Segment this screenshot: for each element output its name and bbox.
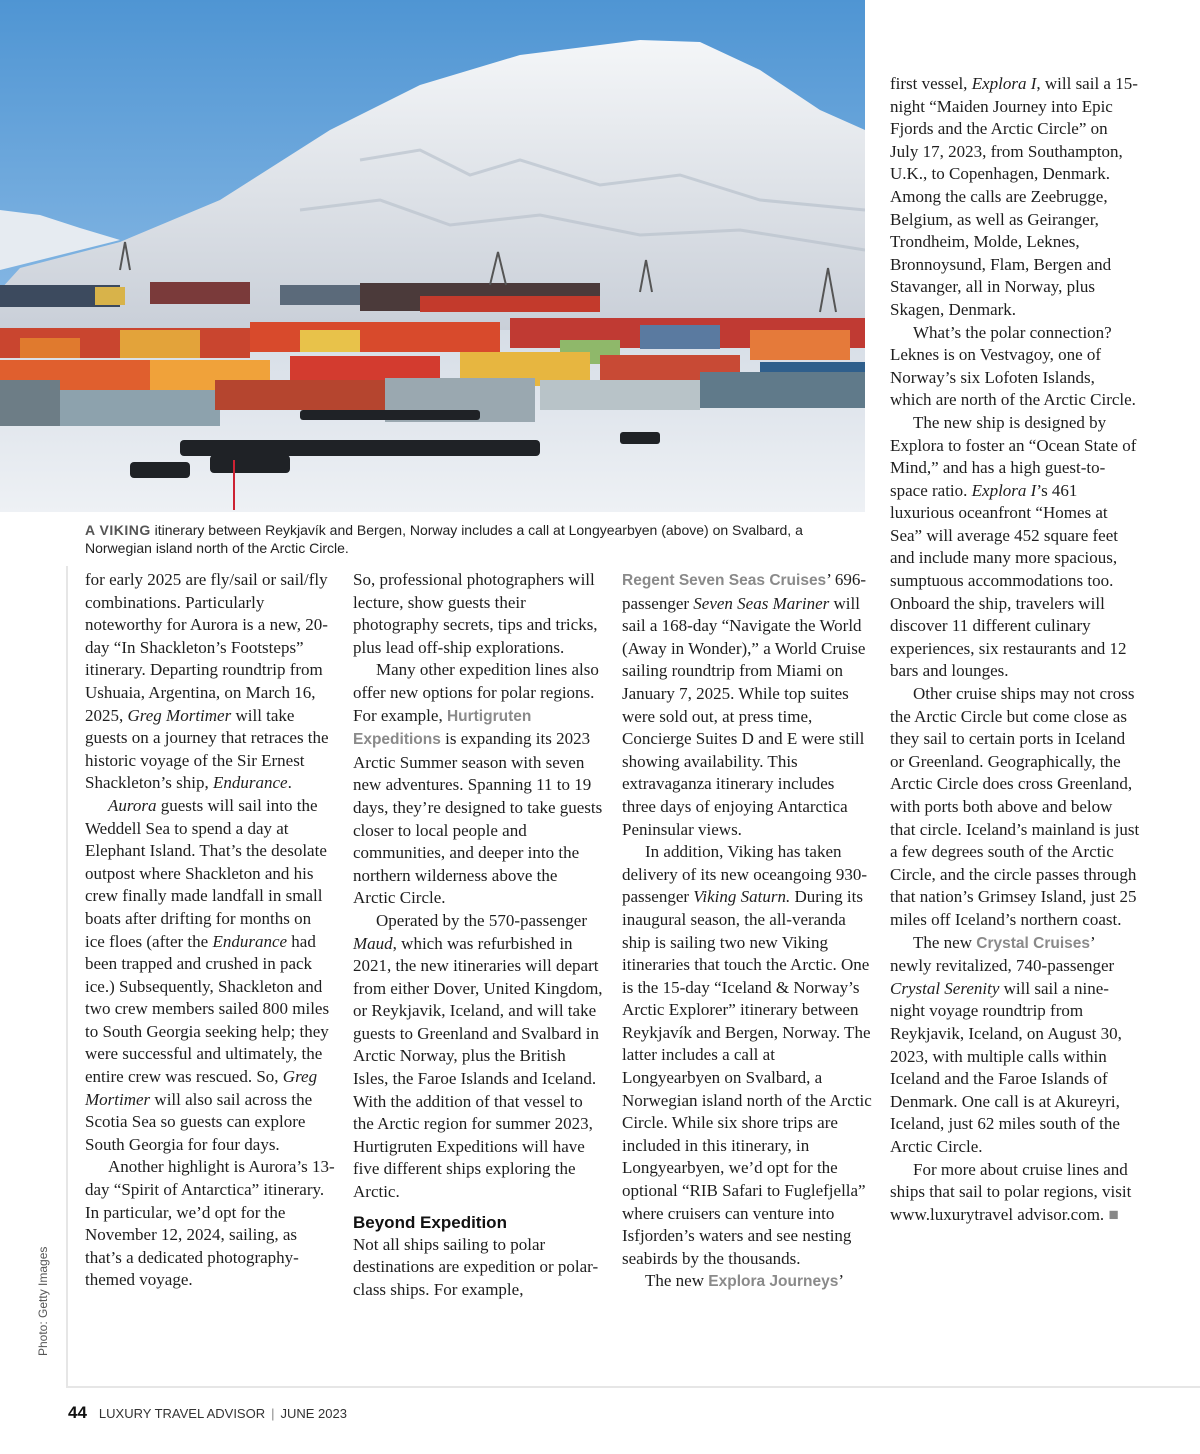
- article-column-4: [890, 73, 1140, 1226]
- paragraph: for early 2025 are fly/sail or sail/fly combinations. Particularly noteworthy for Aurora is a new, 20-day “In Shackleton’s Footsteps” itinerary. Departing roundtrip from Ushuaia, Argentina, on March 16, 2025, Greg Mortimer will take guests on a journey that retraces the historic voyage of the Sir Ernest Shackleton’s ship, Endurance.: [85, 570, 329, 793]
- paragraph: Operated by the 570-passenger Maud, which was refurbished in 2021, the new itineraries will depart from either Dover, United Kingdom, or Reykjavik, Iceland, and will take guests to Greenland and Svalbard in Arctic Norway, plus the British Isles, the Faroe Islands and Iceland. With the addition of that vessel to the Arctic region for summer 2023, Hurtigruten Expeditions will have five different ships exploring the Arctic.: [353, 910, 603, 1202]
- left-column-rule: [66, 566, 68, 1386]
- paragraph: The new Explora Journeys’: [645, 1271, 845, 1291]
- page-footer: [68, 1403, 347, 1423]
- company-name: Crystal Cruises: [976, 934, 1090, 952]
- paragraph: Other cruise ships may not cross the Arctic Circle but come close as they sail to certain ports in Iceland or Greenland. Geographically, the Arctic Circle does cross Greenland, with ports both above and below that circle. Iceland’s mainland is just a few degrees south of the Arctic Circle, and the circle passes through that nation’s Grimsey Island, just 25 miles off Iceland’s northern coast.: [890, 684, 1140, 929]
- paragraph: Aurora guests will sail into the Weddell Sea to spend a day at Elephant Island. That’s the desolate outpost where Shackleton and his crew finally made landfall in small boats after drifting for months on ice floes (after the Endurance had been trapped and crushed in pack ice.) Subsequently, Shackleton and two crew members sailed 800 miles to South Georgia seeking help; they were successful and ultimately, the entire crew was rescued. So, Greg Mortimer will also sail across the Scotia Sea so guests can explore South Georgia for four days.: [85, 795, 330, 1154]
- end-mark-icon: ■: [1108, 1204, 1119, 1224]
- longyearbyen-svalbard-photo: [0, 0, 865, 512]
- paragraph: For more about cruise lines and ships that sail to polar regions, visit www.luxurytravel advisor.com. ■: [890, 1159, 1132, 1224]
- footer-rule: [66, 1386, 1200, 1388]
- paragraph: What’s the polar connection? Leknes is on Vestvagoy, one of Norway’s six Lofoten Islands, which are north of the Arctic Circle.: [890, 322, 1136, 410]
- magazine-name: LUXURY TRAVEL ADVISOR: [98, 1406, 266, 1421]
- company-name: Hurtigruten Expeditions: [353, 707, 532, 749]
- issue-date: JUNE 2023: [280, 1406, 347, 1421]
- paragraph: Another highlight is Aurora’s 13-day “Spirit of Antarctica” itinerary. In particular, we’d opt for the November 12, 2024, sailing, as that’s a dedicated photography-themed voyage.: [85, 1157, 335, 1290]
- paragraph: first vessel, Explora I, will sail a 15-night “Maiden Journey into Epic Fjords and the Arctic Circle” on July 17, 2023, from Southampton, U.K., to Copenhagen, Denmark. Among the calls are Zeebrugge, Belgium, as well as Geiranger, Trondheim, Molde, Leknes, Bronnoysund, Flam, Bergen and Stavanger, all in Norway, plus Skagen, Denmark.: [890, 74, 1138, 319]
- paragraph: Not all ships sailing to polar destinations are expedition or polar-class ships. For example,: [353, 1234, 599, 1299]
- section-heading: Beyond Expedition: [353, 1212, 507, 1232]
- paragraph: The new Crystal Cruises’ newly revitalized, 740-passenger Crystal Serenity will sail a nine-night voyage roundtrip from Reykjavik, Iceland, on August 30, 2023, with multiple calls within Iceland and the Faroe Islands of Denmark. One call is at Akureyri, Iceland, just 62 miles south of the Arctic Circle.: [890, 932, 1122, 1156]
- article-column-1: [85, 569, 335, 1292]
- photo-caption: [85, 521, 845, 557]
- company-name: Explora Journeys: [708, 1273, 839, 1291]
- page-number: 44: [68, 1403, 87, 1422]
- footer-separator: |: [271, 1406, 275, 1421]
- article-column-2: [353, 569, 603, 1301]
- photo-credit: [32, 1236, 52, 1356]
- caption-lead: A VIKING: [85, 522, 151, 538]
- paragraph: Many other expedition lines also offer new options for polar regions. For example, Hurtigruten Expeditions is expanding its 2023 Arctic Summer season with seven new adventures. Spanning 11 to 19 days, they’re designed to take guests closer to local people and communities, and deeper into the northern wilderness above the Arctic Circle.: [353, 660, 603, 908]
- company-name: Regent Seven Seas Cruises: [622, 572, 827, 589]
- paragraph: In addition, Viking has taken delivery of its new oceangoing 930-passenger Viking Saturn. During its inaugural season, the all-veranda ship is sailing two new Viking itineraries that touch the Arctic. One is the 15-day “Iceland & Norway’s Arctic Explorer” itinerary between Reykjavík and Bergen, Norway. The latter includes a call at Longyearbyen on Svalbard, a Norwegian island north of the Arctic Circle. While six shore trips are included in this itinerary, in Longyearbyen, we’d opt for the optional “RIB Safari to Fuglefjella” where cruisers can venture into Isfjorden’s waters and see nesting seabirds by the thousands.: [622, 842, 872, 1268]
- paragraph: The new ship is designed by Explora to foster an “Ocean State of Mind,” and has a high guest-to-space ratio. Explora I’s 461 luxurious oceanfront “Homes at Sea” will average 452 square feet and include many more spacious, sumptuous accommodations too. Onboard the ship, travelers will discover 11 different culinary experiences, six restaurants and 12 bars and lounges.: [890, 412, 1137, 681]
- photo-credit-text: Photo: Getty Images: [36, 1246, 50, 1356]
- caption-text: itinerary between Reykjavík and Bergen, Norway includes a call at Longyearbyen (above) on Svalbard, a Norwegian island north of the Arctic Circle.: [85, 522, 803, 556]
- paragraph: Regent Seven Seas Cruises’ 696-passenger Seven Seas Mariner will sail a 168-day “Navigate the World (Away in Wonder),” a World Cruise sailing roundtrip from Miami on January 7, 2025. While top suites were sold out, at press time, Concierge Suites D and E were still showing availability. This extravaganza itinerary includes three days of enjoying Antarctica Peninsular views.: [622, 570, 866, 839]
- article-column-3: [622, 569, 872, 1294]
- paragraph: So, professional photographers will lecture, show guests their photography secrets, tips and tricks, plus lead off-ship explorations.: [353, 570, 598, 657]
